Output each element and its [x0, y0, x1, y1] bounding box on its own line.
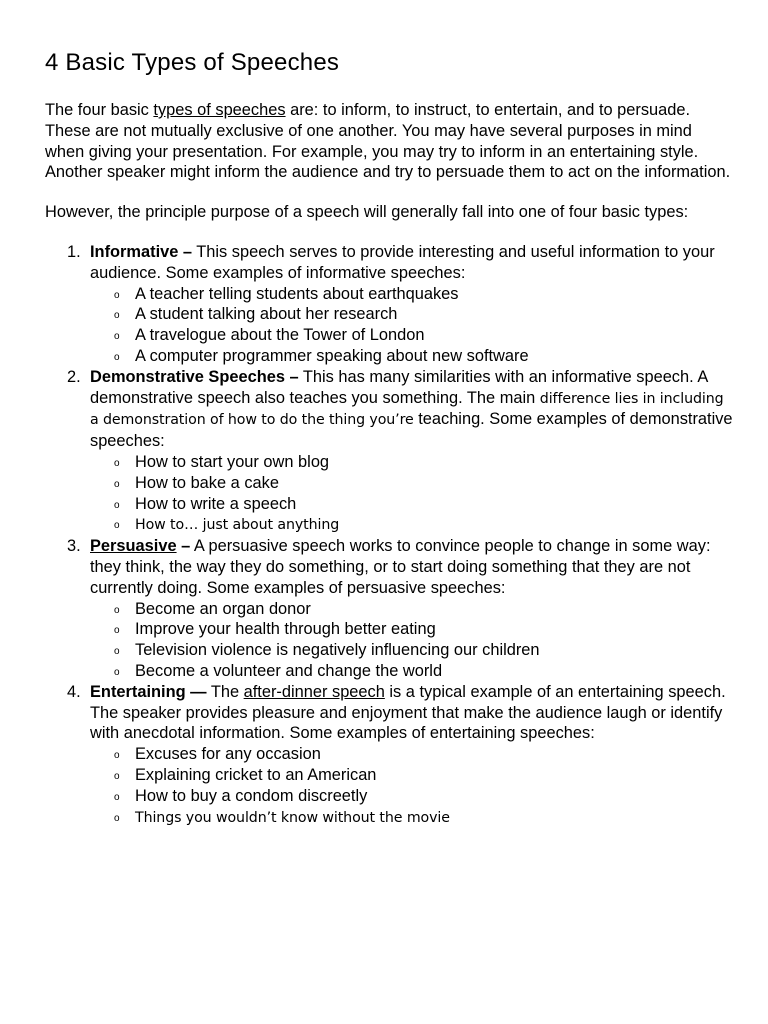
list-item-informative [45, 242, 735, 367]
persuasive-link[interactable]: Persuasive [90, 537, 177, 556]
list-item [90, 473, 735, 494]
list-number: 2. [67, 367, 81, 386]
list-item [90, 661, 735, 682]
document-page [45, 48, 735, 828]
example-text: How to buy a condom discreetly [135, 786, 368, 805]
examples-list [90, 744, 735, 828]
bullet-icon: o [114, 604, 120, 616]
list-item [90, 744, 735, 765]
bullet-icon: o [114, 289, 120, 301]
bullet-icon: o [114, 457, 120, 469]
list-item [90, 786, 735, 807]
example-text: Excuses for any occasion [135, 745, 321, 764]
example-text: Explaining cricket to an American [135, 765, 377, 784]
term-description: This speech serves to provide interesting and useful information to your audience. Some examples of informative speeches: [90, 242, 715, 282]
examples-list [90, 599, 735, 682]
term-description-alt: difference lies in including a demonstration of how to do the thing you’re [90, 390, 724, 429]
list-number: 4. [67, 682, 81, 701]
example-text: Become a volunteer and change the world [135, 661, 443, 680]
list-item [90, 346, 735, 367]
list-item [90, 765, 735, 786]
list-item [90, 284, 735, 305]
bullet-icon: o [114, 625, 120, 637]
term-description: A persuasive speech works to convince people to change in some way: they think, the way they do something, or to start doing something that they are not currently doing. Some examples of persuasive speeches: [90, 537, 711, 597]
example-text: A travelogue about the Tower of London [135, 326, 425, 345]
list-item [90, 619, 735, 640]
list-item [90, 807, 735, 829]
list-number: 1. [67, 242, 81, 261]
term-description: The [206, 682, 244, 701]
principle-paragraph: However, the principle purpose of a speech will generally fall into one of four basic types: [45, 203, 689, 222]
bullet-icon: o [114, 666, 120, 678]
examples-list [90, 452, 735, 536]
bullet-icon: o [114, 331, 120, 343]
list-item-entertaining [45, 682, 735, 829]
intro-text: are: to inform, to instruct, to entertain, and to persuade. These are not mutually exclusive of one another. You may have several purposes in mind when giving your presentation. For example, you may try to inform in an entertaining style. Another speaker might inform the audience and try to persuade them to act on the information. [45, 101, 731, 182]
list-item [90, 640, 735, 661]
example-text: A teacher telling students about earthquakes [135, 284, 459, 303]
example-text: How to start your own blog [135, 452, 330, 471]
bullet-icon: o [114, 770, 120, 782]
example-text: Become an organ donor [135, 599, 311, 618]
example-text: How to… just about anything [135, 517, 340, 534]
bullet-icon: o [114, 351, 120, 363]
bullet-icon: o [114, 520, 120, 532]
page-title: 4 Basic Types of Speeches [45, 49, 340, 76]
bullet-icon: o [114, 499, 120, 511]
examples-list [90, 284, 735, 367]
bullet-icon: o [114, 646, 120, 658]
term-entertaining: Entertaining — [90, 682, 207, 701]
intro-paragraph [45, 100, 735, 183]
list-item [90, 514, 735, 536]
term-description: This has many similarities with an informative speech. A demonstrative speech also teaches you something. The main [90, 367, 708, 407]
term-informative: Informative – [90, 242, 193, 261]
bullet-icon: o [114, 812, 120, 824]
list-item-persuasive [45, 536, 735, 682]
example-text: A student talking about her research [135, 305, 398, 324]
term-demonstrative: Demonstrative Speeches – [90, 367, 299, 386]
term-description: teaching. Some examples of demonstrative speeches: [90, 410, 733, 451]
bullet-icon: o [114, 478, 120, 490]
example-text: Improve your health through better eating [135, 620, 436, 639]
list-item [90, 304, 735, 325]
term-dash: – [176, 537, 191, 556]
list-item [90, 452, 735, 473]
intro-text: The four basic [45, 101, 154, 119]
list-item-demonstrative [45, 367, 735, 536]
list-number: 3. [67, 537, 81, 556]
term-description: is a typical example of an entertaining speech. The speaker provides pleasure and enjoyment that make the audience laugh or identify with anecdotal information. Some examples of entertaining speeches: [90, 682, 726, 743]
list-item [90, 599, 735, 620]
speech-types-list [45, 242, 735, 828]
bullet-icon: o [114, 791, 120, 803]
bullet-icon: o [114, 750, 120, 762]
example-text: How to write a speech [135, 494, 297, 513]
example-text: How to bake a cake [135, 473, 279, 492]
list-item [90, 494, 735, 515]
example-text: A computer programmer speaking about new software [135, 346, 529, 365]
after-dinner-speech-link[interactable]: after-dinner speech [243, 682, 385, 701]
example-text: Things you wouldn’t know without the movie [135, 809, 450, 826]
bullet-icon: o [114, 310, 120, 322]
example-text: Television violence is negatively influencing our children [135, 641, 540, 660]
types-of-speeches-link[interactable]: types of speeches [153, 101, 286, 119]
list-item [90, 325, 735, 346]
